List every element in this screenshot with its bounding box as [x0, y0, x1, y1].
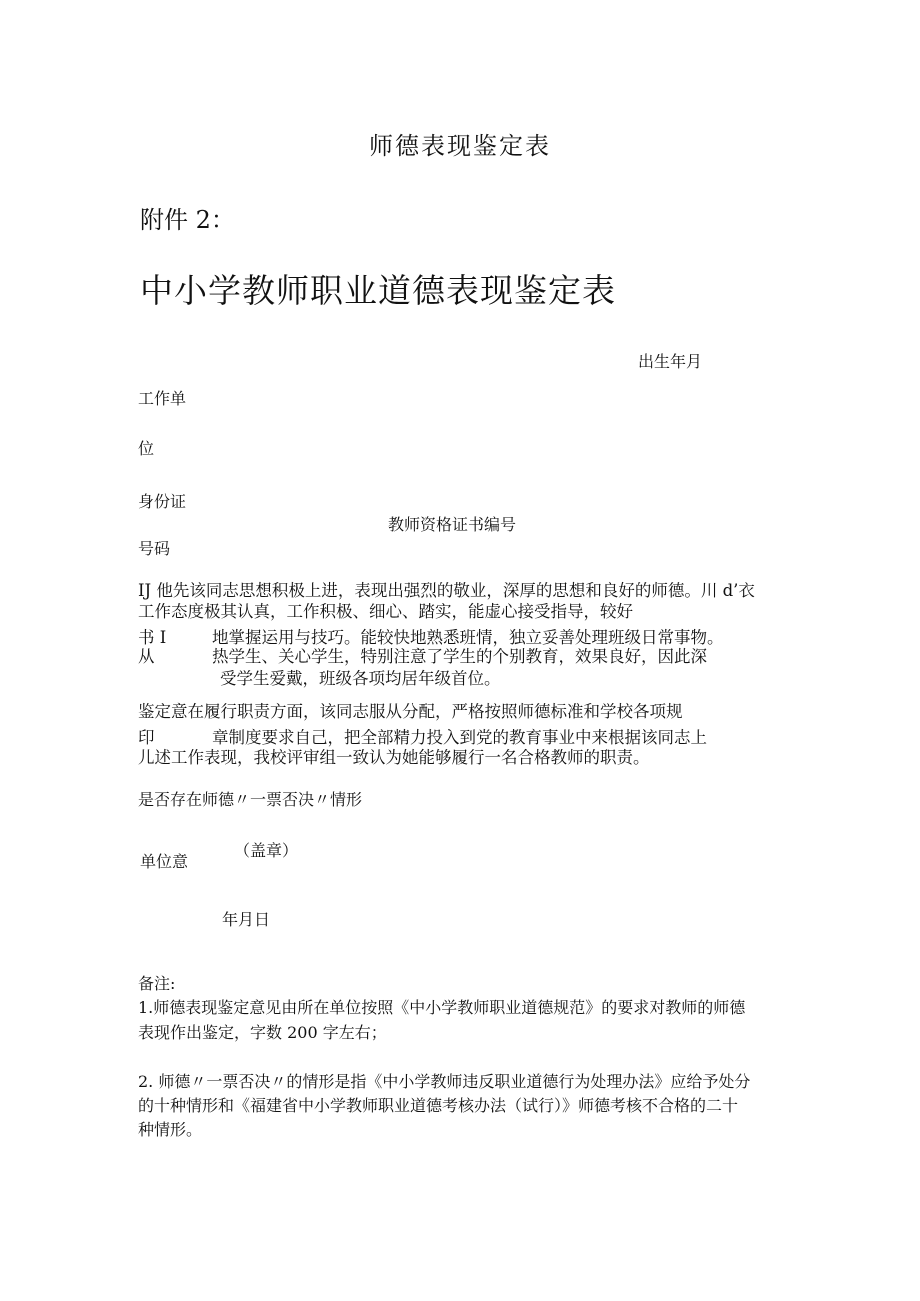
evaluation-side-label: 从 — [138, 647, 155, 666]
evaluation-line: 受学生爱戴，班级各项均居年级首位。 — [220, 669, 501, 688]
unit-opinion-label: 单位意 — [140, 852, 189, 871]
work-unit-label-line2: 位 — [138, 439, 155, 458]
date-label: 年月日 — [222, 910, 271, 929]
evaluation-line: 地掌握运用与技巧。能较快地熟悉班情，独立妥善处理班级日常事物。 — [212, 628, 724, 647]
evaluation-line: 鉴定意在履行职责方面，该同志服从分配，严格按照师德标准和学校各项规 — [138, 702, 683, 721]
note-line: 的十种情形和《福建省中小学教师职业道德考核办法（试行）》师德考核不合格的二十 — [138, 1096, 739, 1115]
document-top-title: 师德表现鉴定表 — [369, 132, 551, 160]
evaluation-line: 工作态度极其认真，工作积极、细心、踏实，能虚心接受指导，较好 — [138, 602, 633, 621]
cert-number-label: 教师资格证书编号 — [388, 515, 517, 534]
note-line: 表现作出鉴定，字数 200 字左右； — [138, 1023, 387, 1042]
evaluation-line: IJ 他先该同志思想积极上进，表现出强烈的敬业，深厚的思想和良好的师德。川 d’衣 — [138, 581, 755, 600]
note-line: 2. 师德〃一票否决〃的情形是指《中小学教师违反职业道德行为处理办法》应给予处分 — [138, 1072, 751, 1091]
evaluation-side-label: 书 I — [138, 628, 167, 647]
id-card-label-line2: 号码 — [138, 539, 171, 558]
birth-date-label: 出生年月 — [638, 352, 703, 371]
attachment-label: 附件 2： — [140, 206, 235, 234]
evaluation-line: 热学生、关心学生，特别注意了学生的个别教育，效果良好，因此深 — [212, 647, 707, 666]
work-unit-label-line1: 工作单 — [138, 389, 187, 408]
note-line: 种情形。 — [138, 1120, 203, 1139]
seal-label: （盖章） — [234, 841, 299, 860]
evaluation-side-label: 印 — [138, 728, 155, 747]
main-title: 中小学教师职业道德表现鉴定表 — [140, 271, 616, 310]
veto-question: 是否存在师德〃一票否决〃情形 — [138, 790, 363, 809]
note-line: 1.师德表现鉴定意见由所在单位按照《中小学教师职业道德规范》的要求对教师的师德 — [138, 998, 746, 1017]
notes-label: 备注: — [138, 974, 176, 993]
evaluation-line: 章制度要求自己，把全部精力投入到党的教育事业中来根据该同志上 — [212, 728, 707, 747]
evaluation-line: 儿述工作表现，我校评审组一致认为她能够履行一名合格教师的职责。 — [138, 748, 650, 767]
id-card-label-line1: 身份证 — [138, 492, 187, 511]
